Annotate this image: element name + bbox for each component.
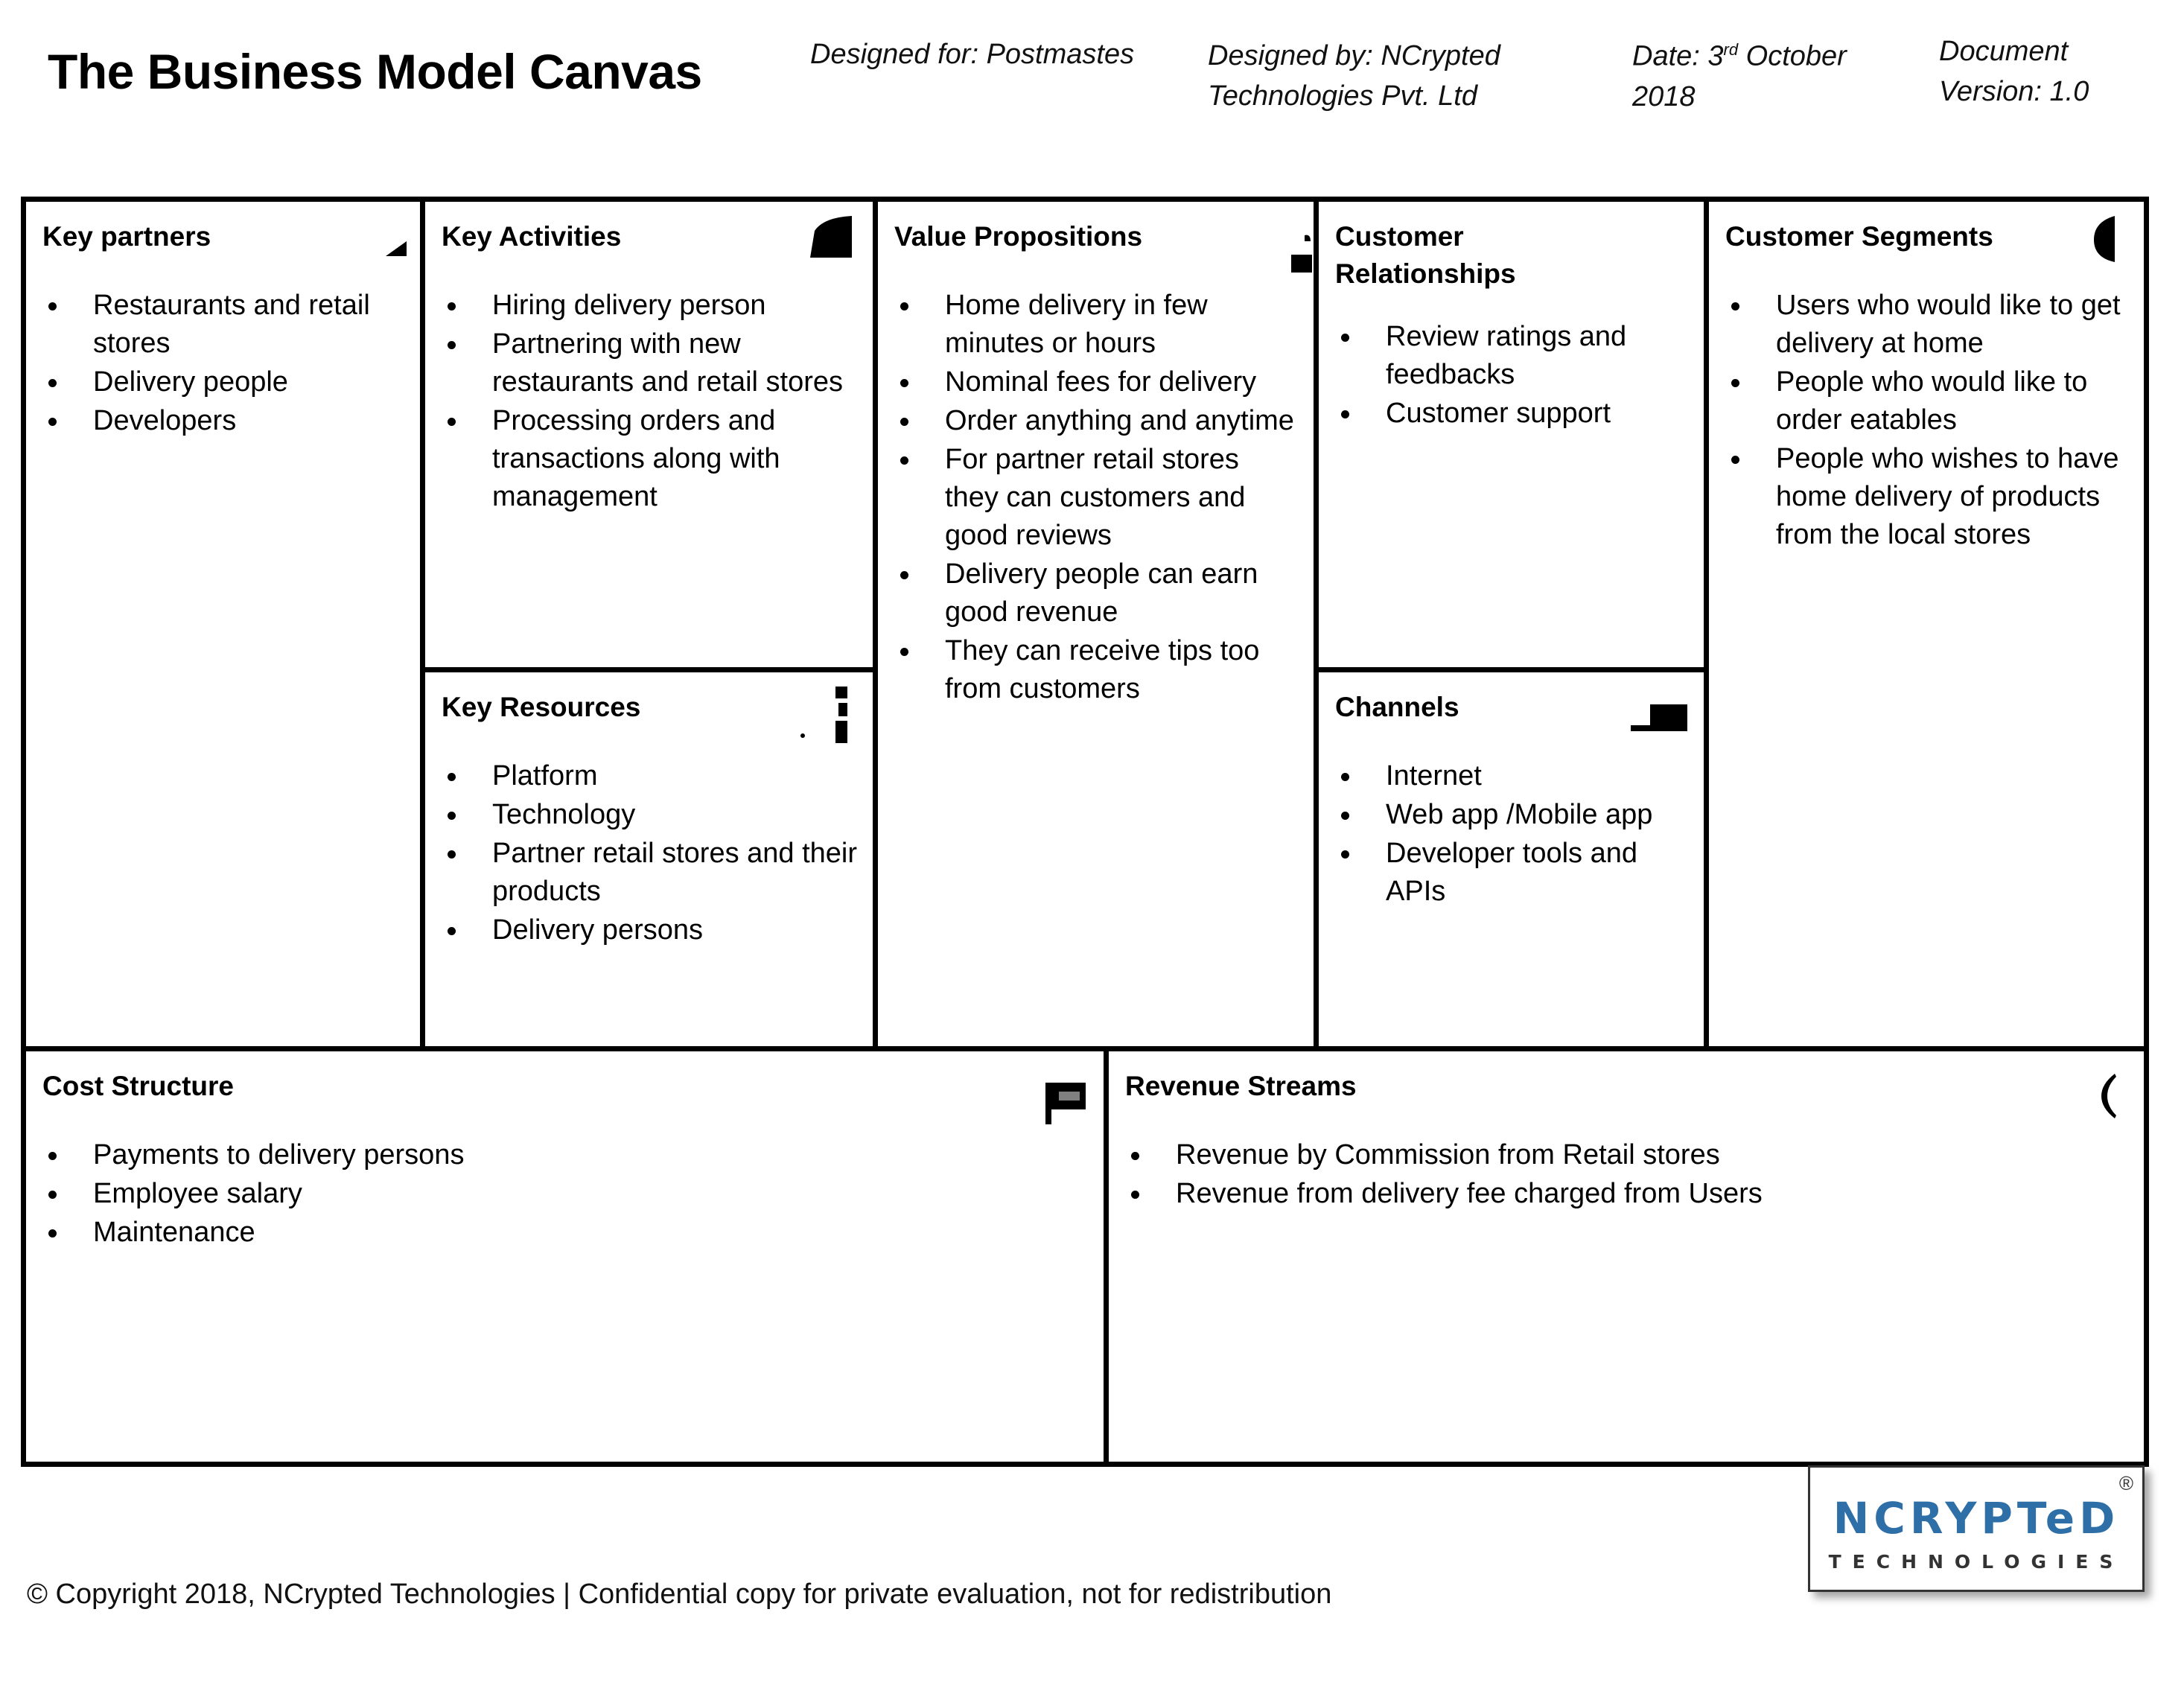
designed-for (810, 34, 1134, 74)
list-item: Developer tools and APIs (1335, 835, 1690, 911)
list-item: Internet (1335, 757, 1690, 795)
list-item: Revenue by Commission from Retail stores (1125, 1136, 2130, 1174)
list-item: Delivery persons (442, 911, 859, 949)
logo-subtitle: TECHNOLOGIES (1828, 1551, 2124, 1573)
item-list (1125, 1136, 2130, 1213)
copyright-text: © Copyright 2018, NCrypted Technologies | Confidential copy for private evaluation, not for redistribution (27, 1579, 1332, 1610)
divider (1104, 1046, 1109, 1467)
item-list (42, 1136, 1090, 1252)
list-item: Review ratings and feedbacks (1335, 318, 1690, 394)
designed-for-text: Designed for: Postmastes (810, 39, 1135, 70)
person-icon (2091, 214, 2116, 264)
divider (21, 1046, 2149, 1051)
block-key-activities (425, 202, 873, 667)
list-item: Processing orders and transactions along with management (442, 402, 859, 516)
registered-mark: ® (2118, 1472, 2133, 1494)
item-list (442, 287, 859, 516)
price-tag-icon (1041, 1077, 1090, 1126)
list-item: Home delivery in few minutes or hours (894, 287, 1300, 363)
date-suffix: October (1738, 40, 1847, 72)
list-item: Customer support (1335, 395, 1690, 433)
divider (420, 667, 878, 672)
list-item: Hiring delivery person (442, 287, 859, 325)
divider (873, 197, 878, 1051)
item-list (1335, 318, 1690, 433)
divider (1704, 197, 1709, 1051)
list-item: Employee salary (42, 1175, 1090, 1213)
designed-by (1208, 36, 1500, 116)
block-title: Key Activities (442, 221, 622, 252)
block-customer-segments (1709, 202, 2144, 1046)
list-item: Technology (442, 796, 859, 834)
designed-by-line1: Designed by: NCrypted (1208, 40, 1500, 71)
block-key-partners (26, 202, 420, 1046)
doc-line1: Document (1939, 36, 2069, 67)
item-list (894, 287, 1300, 708)
list-item: Payments to delivery persons (42, 1136, 1090, 1174)
list-item: Revenue from delivery fee charged from Users (1125, 1175, 2130, 1213)
activity-icon (809, 214, 853, 259)
page-title: The Business Model Canvas (48, 44, 702, 99)
list-item: Web app /Mobile app (1335, 796, 1690, 834)
gift-icon (1288, 232, 1314, 274)
list-item: Platform (442, 757, 859, 795)
block-title: Revenue Streams (1125, 1071, 1357, 1101)
doc-line2: Version: 1.0 (1939, 76, 2089, 107)
block-title: Key partners (42, 221, 211, 252)
document-version (1939, 31, 2089, 112)
block-title: Cost Structure (42, 1071, 234, 1101)
list-item: Users who would like to get delivery at home (1725, 287, 2130, 363)
logo-wordmark: NCRYPTeD (1833, 1493, 2120, 1544)
block-title: Customer Segments (1725, 221, 1993, 252)
item-list (1725, 287, 2130, 554)
money-bag-icon (2100, 1072, 2118, 1120)
list-item: Partnering with new restaurants and retail stores (442, 325, 859, 401)
divider (1314, 667, 1709, 672)
list-item: Delivery people can earn good revenue (894, 555, 1300, 631)
list-item: They can receive tips too from customers (894, 632, 1300, 708)
list-item: Nominal fees for delivery (894, 363, 1300, 401)
block-title: Channels (1335, 692, 1459, 722)
list-item: People who wishes to have home delivery of products from the local stores (1725, 440, 2130, 554)
item-list (42, 287, 407, 440)
divider (1314, 197, 1319, 1051)
date-line1 (1632, 30, 1847, 77)
list-item: Partner retail stores and their products (442, 835, 859, 911)
link-icon (383, 231, 410, 258)
date-sup: rd (1723, 40, 1739, 59)
list-item: Developers (42, 402, 407, 440)
list-item: Restaurants and retail stores (42, 287, 407, 363)
block-title: Value Propositions (894, 221, 1143, 252)
item-list (442, 757, 859, 949)
divider (420, 197, 425, 1051)
list-item: Delivery people (42, 363, 407, 401)
date-prefix: Date: 3 (1632, 40, 1724, 72)
block-title: Key Resources (442, 692, 641, 722)
item-list (1335, 757, 1690, 911)
list-item: People who would like to order eatables (1725, 363, 2130, 439)
truck-icon (1628, 703, 1690, 733)
list-item: For partner retail stores they can customers and good reviews (894, 441, 1300, 555)
list-item: Maintenance (42, 1214, 1090, 1252)
block-value-propositions (878, 202, 1314, 1046)
resources-icon (792, 685, 852, 745)
date-line2: 2018 (1632, 80, 1696, 112)
company-logo (1808, 1465, 2145, 1592)
block-title: Customer Relationships (1335, 221, 1516, 289)
date (1632, 30, 1847, 117)
designed-by-line2: Technologies Pvt. Ltd (1208, 80, 1477, 112)
block-customer-relationships (1319, 202, 1704, 667)
block-cost-structure (26, 1051, 1104, 1467)
list-item: Order anything and anytime (894, 402, 1300, 440)
block-revenue-streams (1109, 1051, 2144, 1467)
